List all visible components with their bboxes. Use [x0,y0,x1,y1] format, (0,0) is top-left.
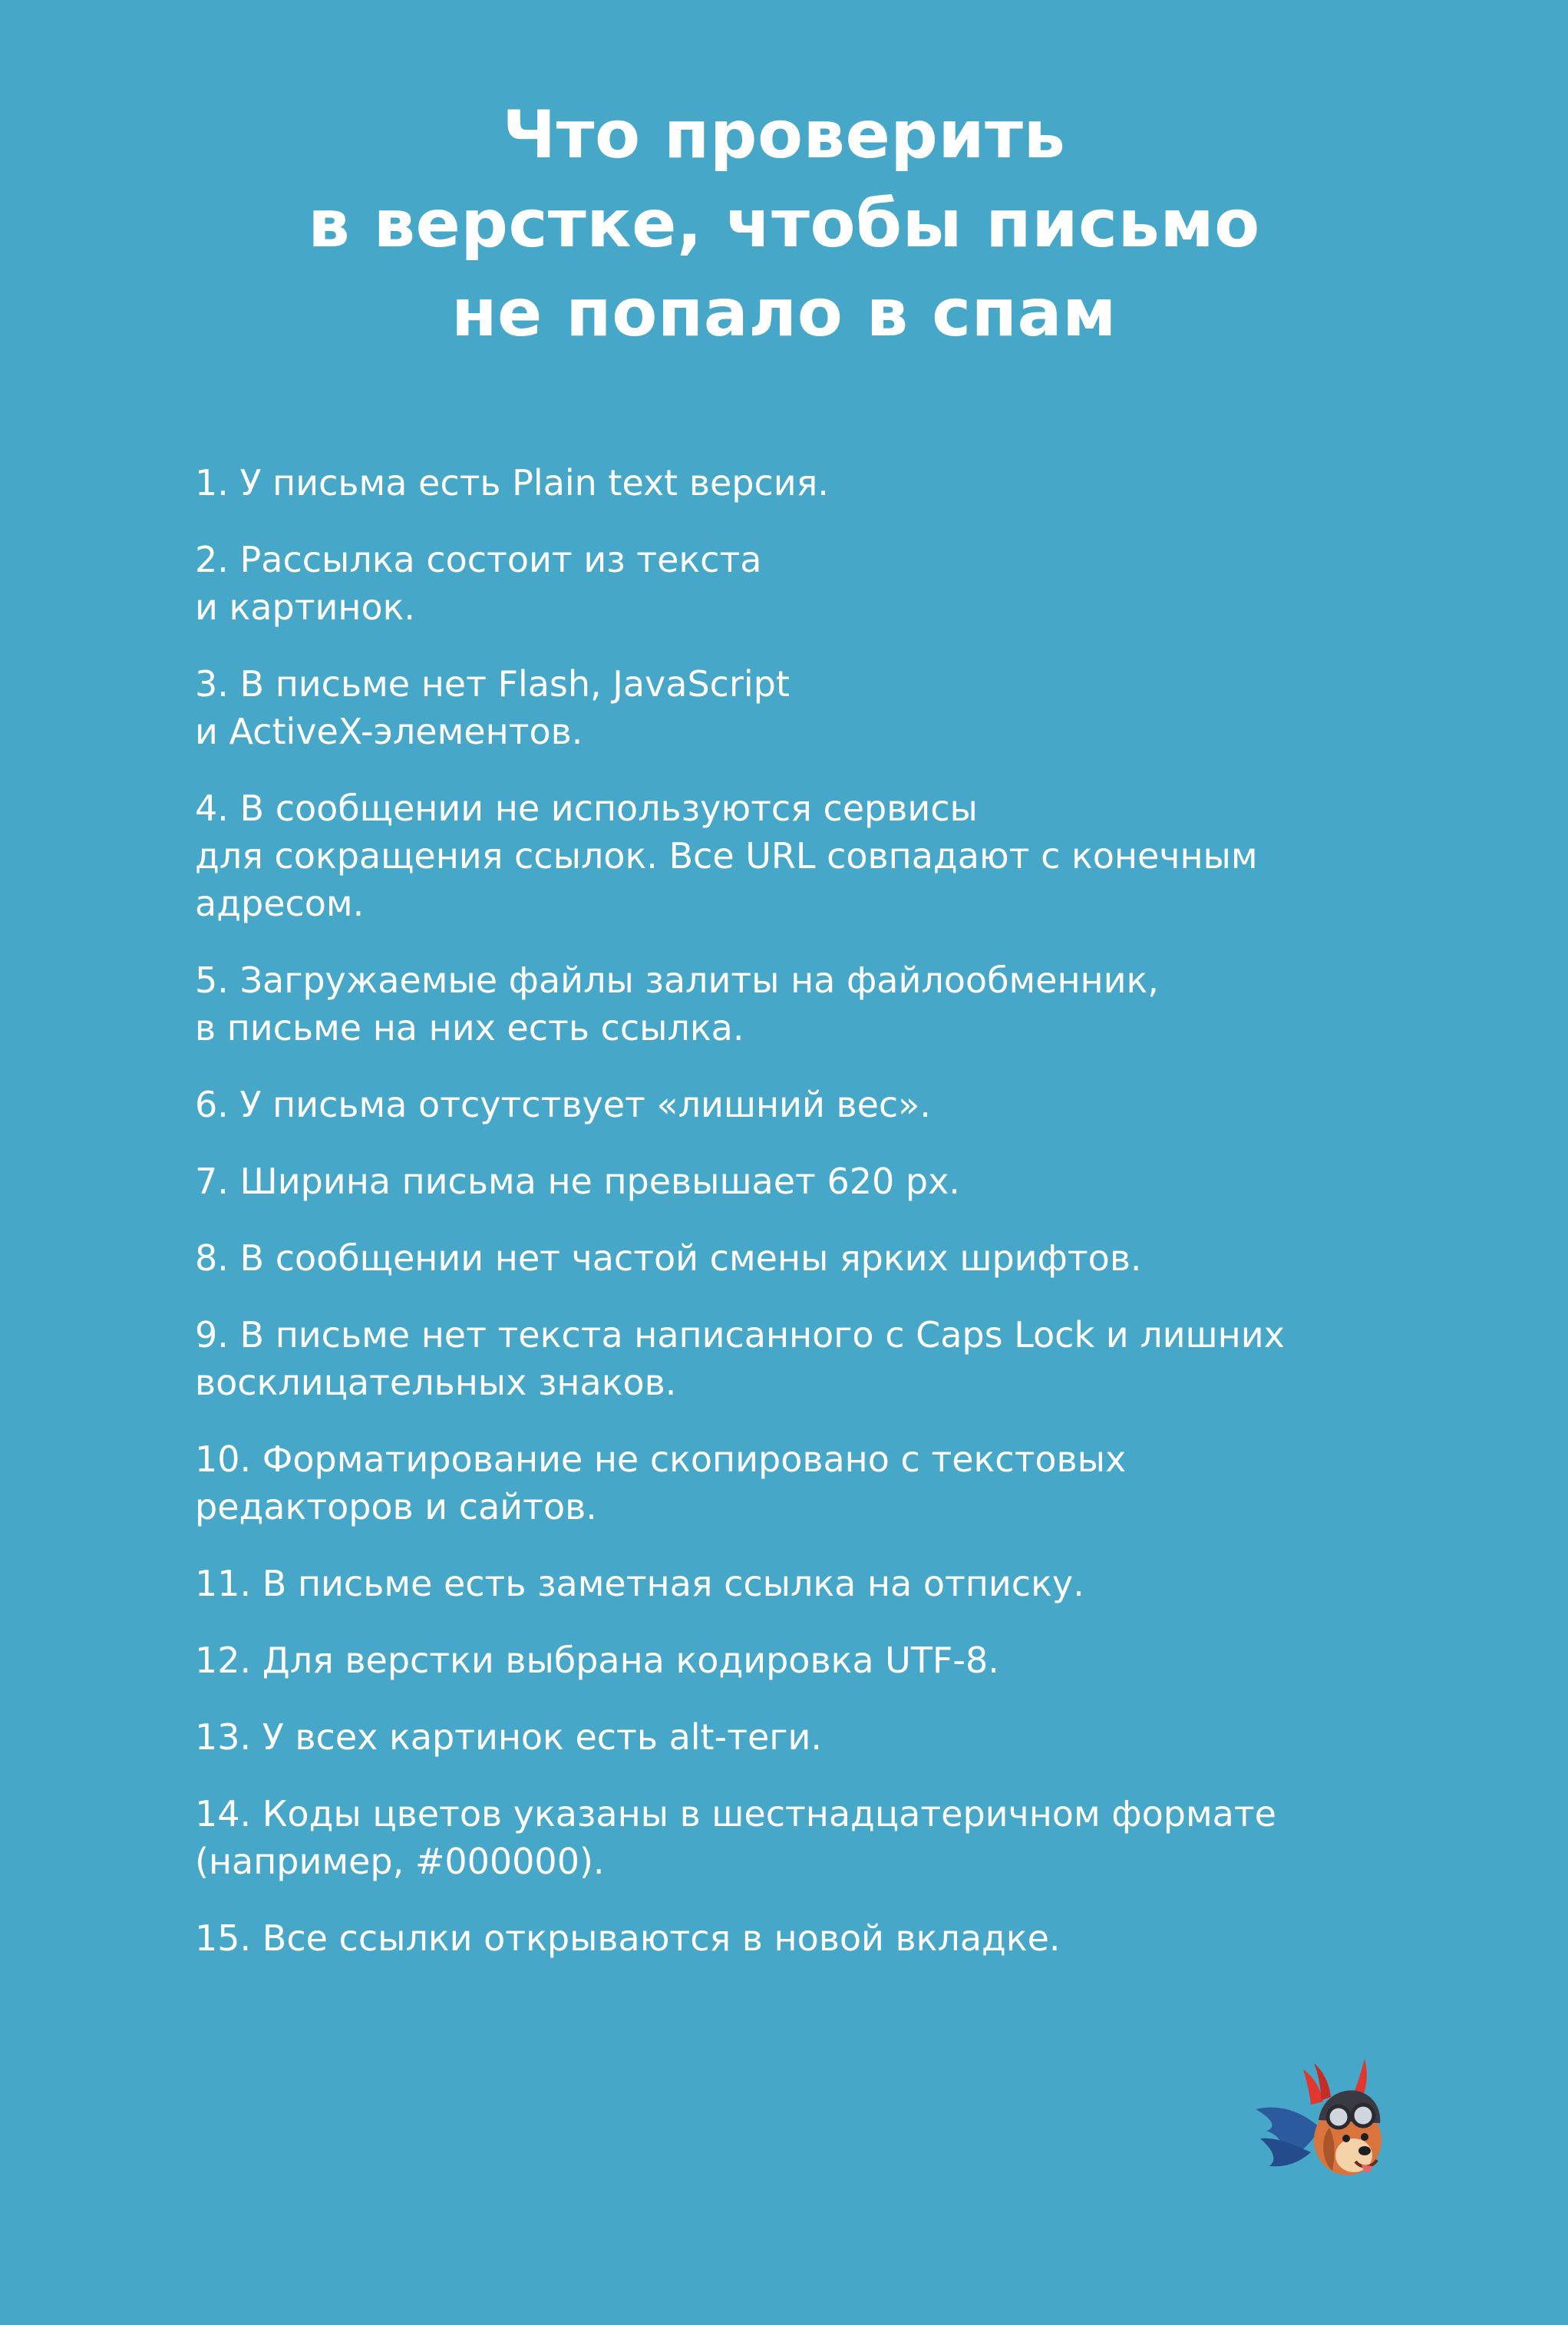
list-item-line: 15. Все ссылки открываются в новой вкладке. [195,1917,1061,1959]
list-item-line: 12. Для верстки выбрана кодировка UTF-8. [195,1640,999,1681]
list-item-line: (например, #000000). [195,1841,605,1882]
list-item [195,1713,1461,1761]
list-item-line: в письме на них есть ссылка. [195,1007,744,1049]
list-item-line: 9. В письме нет текста написанного с Caps Lock и лишних [195,1314,1285,1356]
list-item-line: 7. Ширина письма не превышает 620 px. [195,1161,960,1202]
list-item-line: 2. Рассылка состоит из текста [195,539,762,580]
title-line-1: Что проверить [502,97,1066,173]
list-item-line: редакторов и сайтов. [195,1486,597,1527]
list-item [195,459,1461,507]
list-item [195,1790,1461,1885]
list-item-line: 11. В письме есть заметная ссылка на отписку. [195,1563,1084,1604]
list-item-line: 8. В сообщении нет частой смены ярких шрифтов. [195,1237,1142,1279]
list-item-line: восклицательных знаков. [195,1362,677,1403]
title-line-3: не попало в спам [451,275,1117,352]
list-item-line: 1. У письма есть Plain text версия. [195,462,829,504]
list-item-line: для сокращения ссылок. Все URL совпадают с конечным [195,835,1258,877]
list-item [195,1311,1461,1406]
list-item-line: 13. У всех картинок есть alt-теги. [195,1716,822,1758]
list-item [195,1158,1461,1205]
list-item-line: адресом. [195,883,365,924]
list-item [195,1914,1461,1962]
list-item [195,1234,1461,1282]
list-item-line: 10. Форматирование не скопировано с текстовых [195,1438,1127,1480]
list-item-line: 5. Загружаемые файлы залиты на файлообменник, [195,959,1159,1001]
list-item [195,1081,1461,1128]
list-item [195,956,1461,1052]
list-item-line: 3. В письме нет Flash, JavaScript [195,663,790,705]
flying-dog-mascot-icon [1249,2054,1403,2200]
list-item-line: 4. В сообщении не используются сервисы [195,788,978,829]
list-item [195,660,1461,755]
list-item-line: 6. У письма отсутствует «лишний вес». [195,1084,931,1125]
list-item-line: и картинок. [195,586,416,628]
page-title [0,91,1568,358]
list-item-line: и ActiveX-элементов. [195,711,583,752]
list-item [195,1435,1461,1531]
list-item [195,1560,1461,1607]
title-line-2: в верстке, чтобы письмо [308,186,1260,263]
list-item [195,784,1461,927]
checklist [195,459,1461,1991]
list-item [195,536,1461,631]
list-item [195,1636,1461,1684]
list-item-line: 14. Коды цветов указаны в шестнадцатеричном формате [195,1793,1276,1835]
